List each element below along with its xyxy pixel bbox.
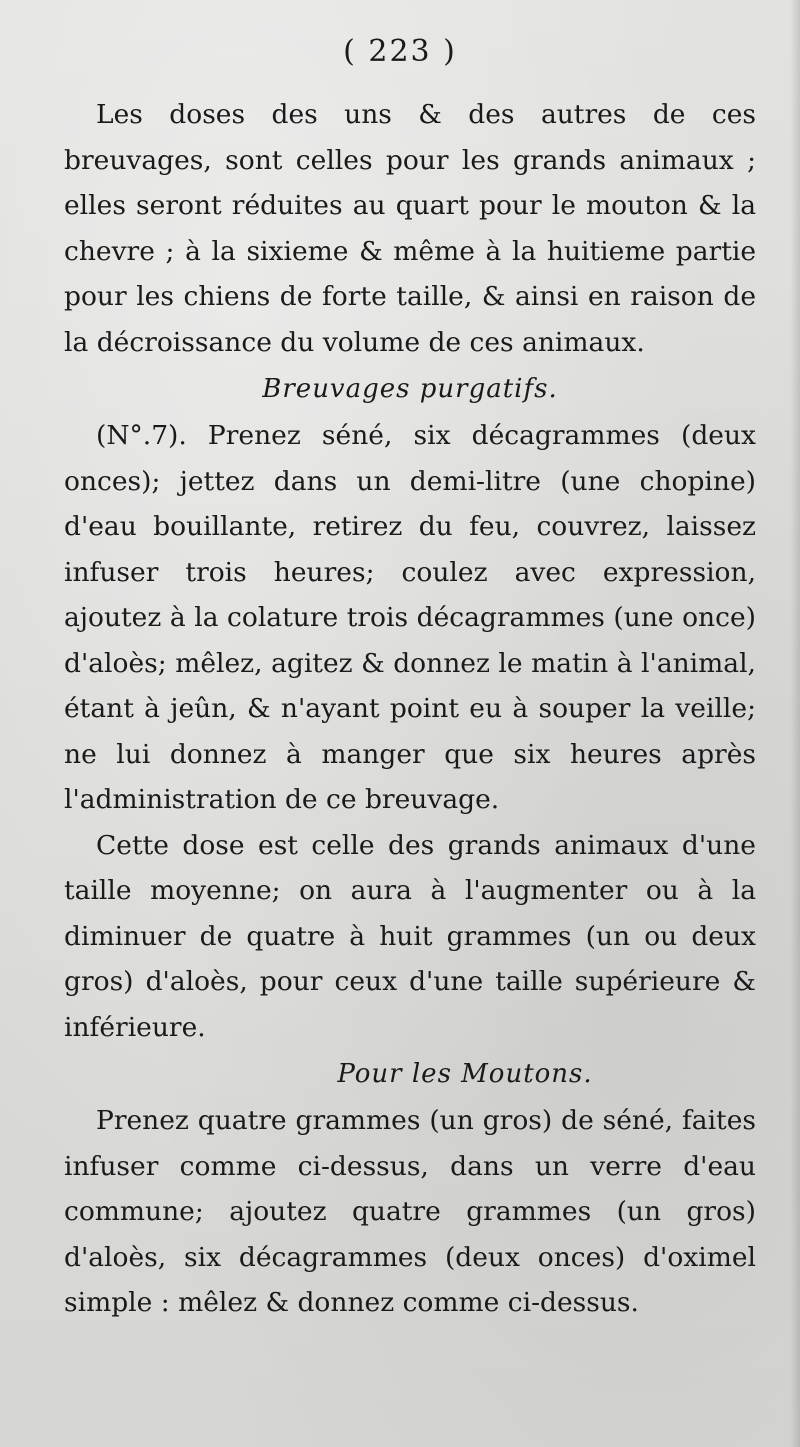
- paragraph-moutons-recipe: Prenez quatre grammes (un gros) de séné, faites infuser comme ci-dessus, dans un verre d'eau commune; ajoutez quatre grammes (un gros) d'aloès, six décagrammes (deux onces) d'oximel simple : mêlez & donnez comme ci-dessus.: [64, 1105, 756, 1318]
- page-body: [64, 92, 756, 1326]
- paragraph-doses: Les doses des uns & des autres de ces breuvages, sont celles pour les grands animaux ; elles seront réduites au quart pour le mouton & la chevre ; à la sixieme & même à la huitieme partie pour les chiens de forte taille, & ainsi en raison de la décroissance du volume de ces animaux.: [64, 99, 756, 358]
- paragraph-dose-adjustment: Cette dose est celle des grands animaux d'une taille moyenne; on aura à l'augmenter ou à la diminuer de quatre à huit grammes (un ou deux gros) d'aloès, pour ceux d'une taille supérieure & inférieure.: [64, 829, 756, 1043]
- heading-pour-les-moutons: Pour les Moutons.: [337, 1059, 593, 1089]
- heading-breuvages-purgatifs: Breuvages purgatifs.: [262, 374, 558, 404]
- page-number: ( 223 ): [343, 34, 457, 69]
- paragraph-recipe-no7: (N°.7). Prenez séné, six décagrammes (deux onces); jettez dans un demi-litre (une chopine) d'eau bouillante, retirez du feu, couvrez, laissez infuser trois heures; coulez avec expression, ajoutez à la colature trois décagrammes (une once) d'aloès; mêlez, agitez & donnez le matin à l'animal, étant à jeûn, & n'ayant point eu à souper la veille; ne lui donnez à manger que six heures après l'administration de ce breuvage.: [64, 420, 756, 815]
